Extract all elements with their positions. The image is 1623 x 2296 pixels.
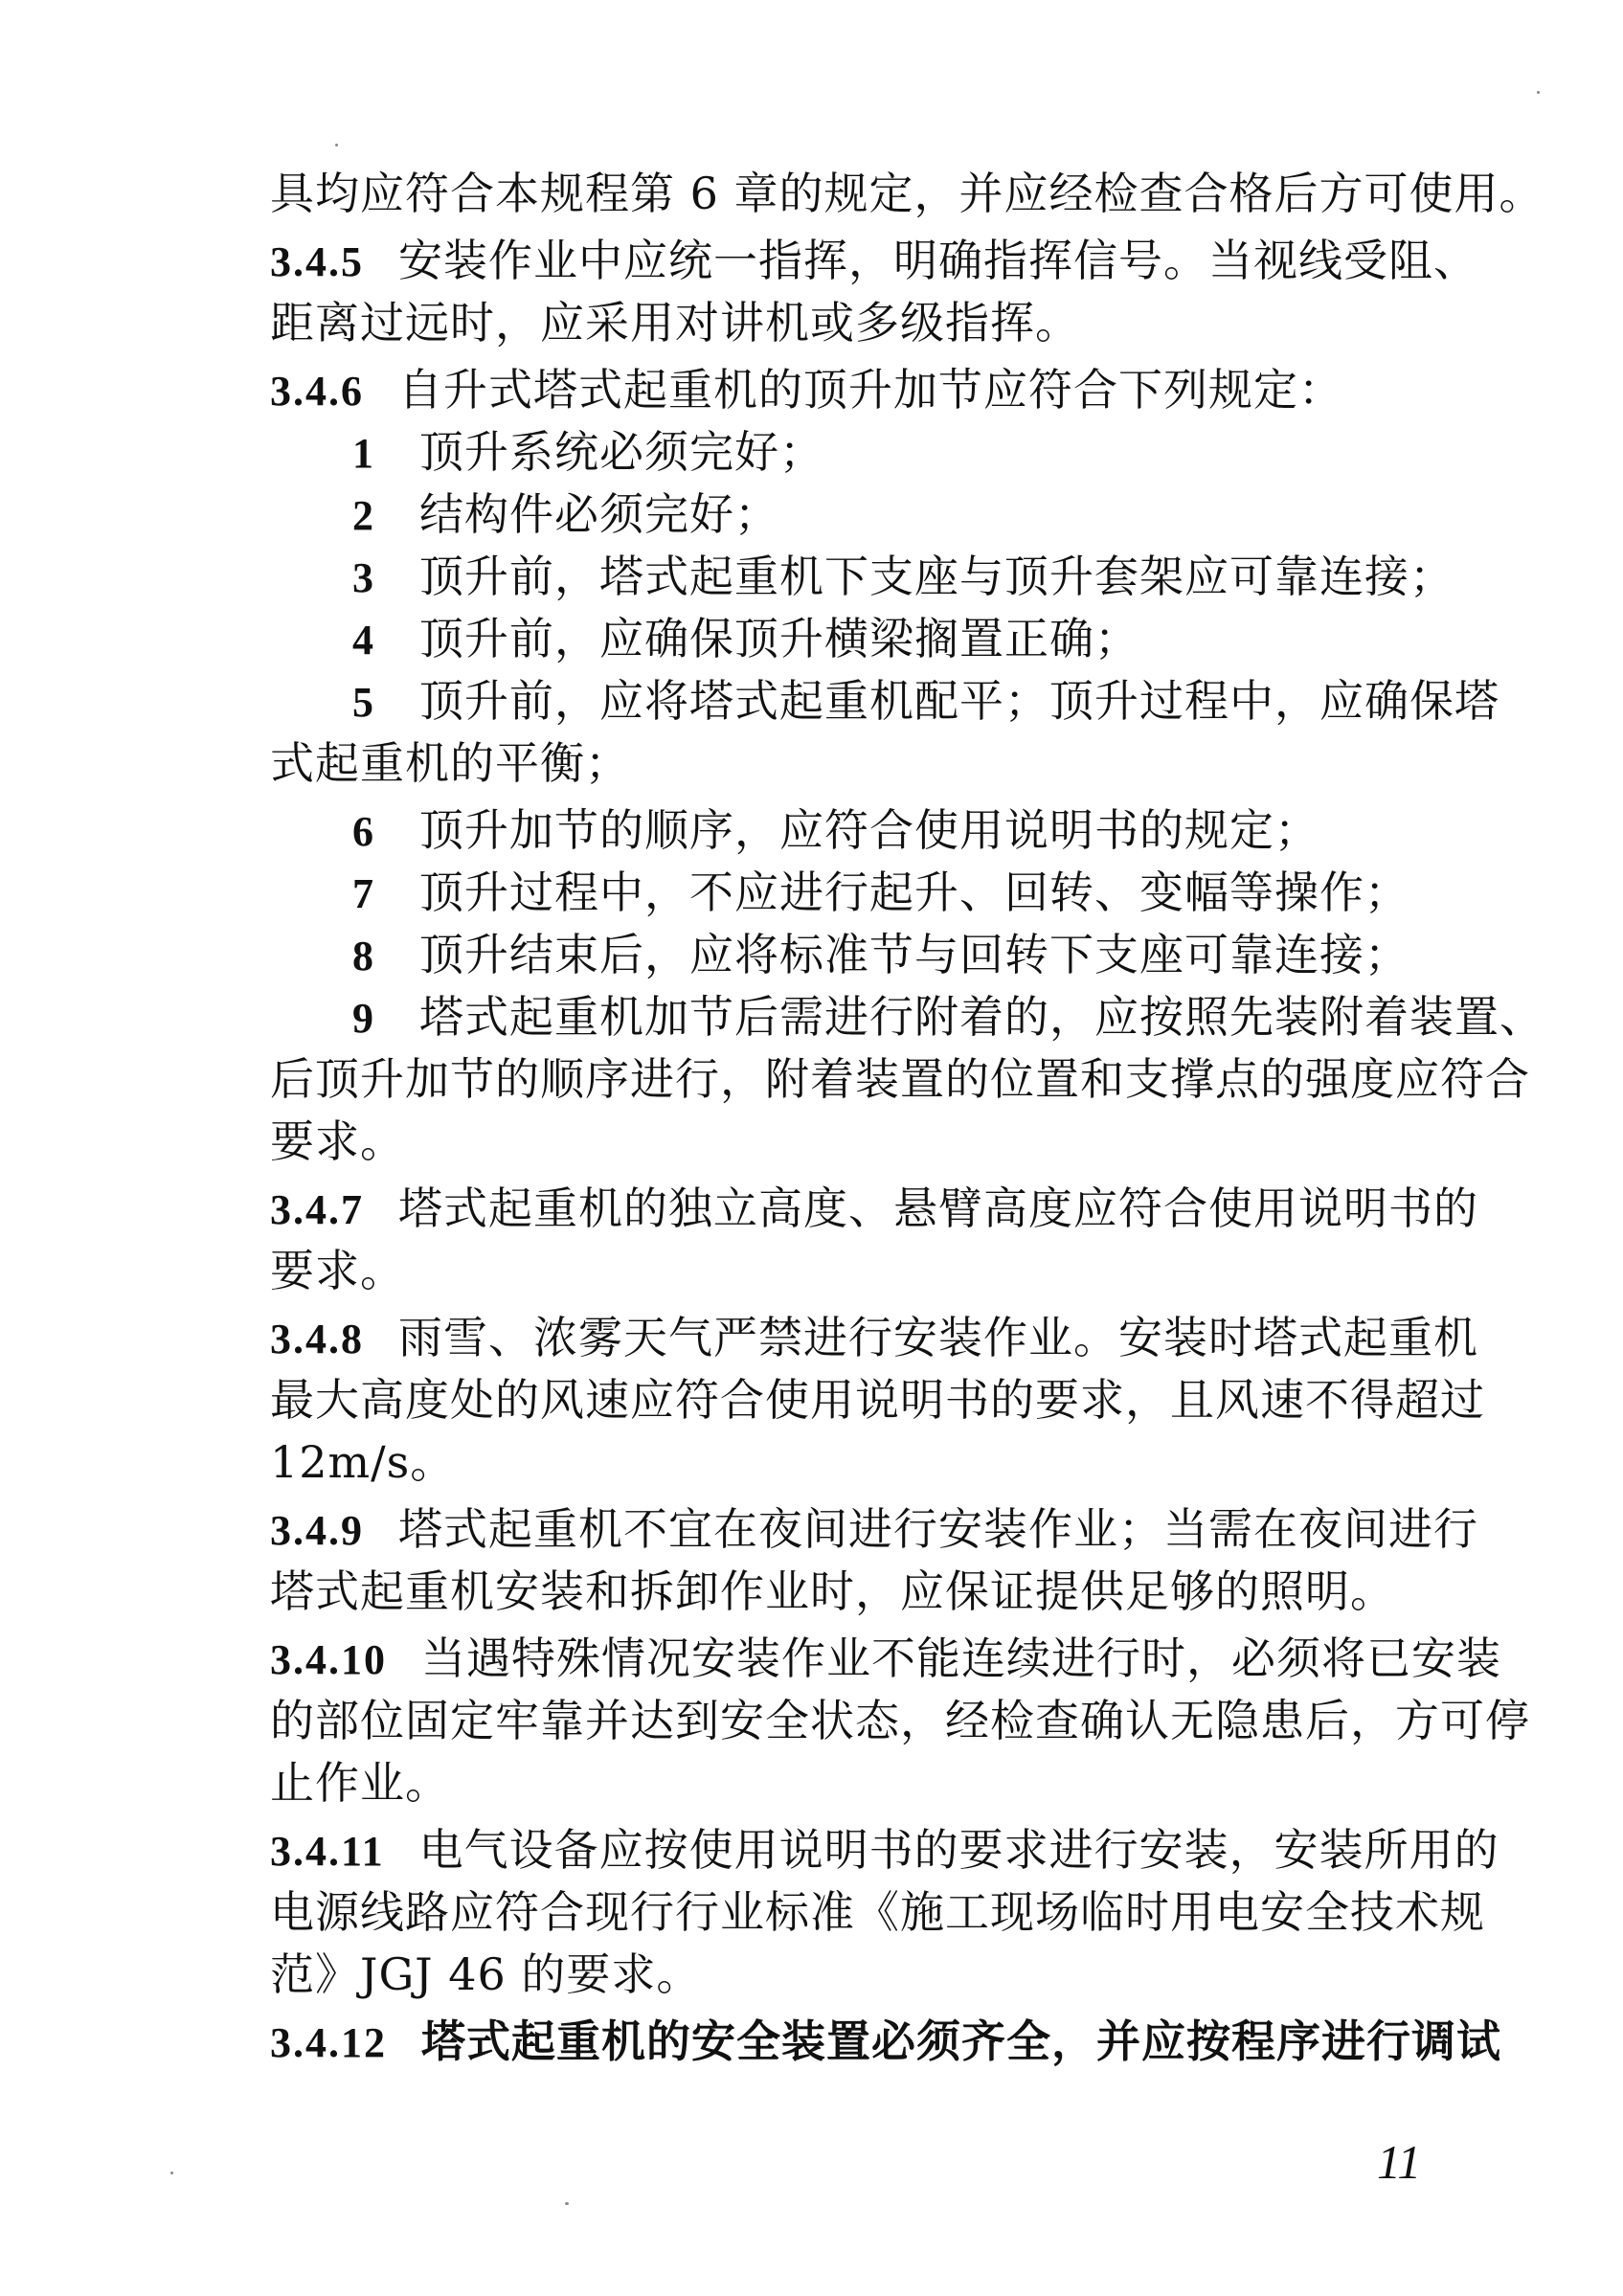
clause-3-4-11 <box>270 1819 1499 1882</box>
clause-text: 电气设备应按使用说明书的要求进行安装，安装所用的 <box>418 1824 1499 1876</box>
item-text: 顶升前，应将塔式起重机配平；顶升过程中，应确保塔 <box>419 675 1499 727</box>
list-item-9 <box>352 986 1544 1049</box>
line-text: 后顶升加节的顺序进行，附着装置的位置和支撑点的强度应符合 <box>270 1053 1530 1105</box>
clause-3-4-6 <box>270 359 1343 422</box>
line-text: 式起重机的平衡； <box>270 737 630 789</box>
item-number: 1 <box>352 430 374 477</box>
clause-text: 当遇特殊情况安装作业不能连续进行时，必须将已安装 <box>421 1632 1501 1684</box>
list-item-4 <box>352 608 1139 671</box>
scan-speck <box>170 2172 173 2174</box>
list-item-1 <box>352 421 824 484</box>
line-text: 要求。 <box>270 1115 405 1167</box>
line-text: 塔式起重机安装和拆卸作业时，应保证提供足够的照明。 <box>270 1565 1395 1617</box>
item-number: 8 <box>352 933 374 979</box>
list-item-2 <box>352 484 779 547</box>
clause-3-4-5 <box>270 230 1478 293</box>
list-item-6 <box>352 799 1319 863</box>
scan-speck <box>1537 91 1540 94</box>
text-line <box>270 1240 405 1301</box>
text-line <box>270 1561 1395 1622</box>
clause-text: 安装作业中应统一指挥，明确指挥信号。当视线受阻、 <box>398 235 1478 286</box>
text-line <box>270 1881 1485 1943</box>
clause-3-4-10 <box>270 1628 1501 1691</box>
list-item-5 <box>352 670 1499 733</box>
item-number: 6 <box>352 808 374 855</box>
item-text: 顶升加节的顺序，应符合使用说明书的规定； <box>419 804 1319 856</box>
item-text: 结构件必须完好； <box>419 488 779 540</box>
clause-number: 3.4.12 <box>270 2019 387 2066</box>
scan-speck <box>335 144 338 146</box>
text-line <box>270 1048 1530 1110</box>
line-text: 12m/s。 <box>270 1436 456 1488</box>
line-text: 距离过远时，应采用对讲机或多级指挥。 <box>270 297 1080 349</box>
clause-text: 自升式塔式起重机的顶升加节应符合下列规定： <box>398 364 1343 416</box>
line-text: 最大高度处的风速应符合使用说明书的要求，且风速不得超过 <box>270 1374 1485 1426</box>
text-line <box>270 292 1080 353</box>
line-text: 范》JGJ 46 的要求。 <box>270 1948 702 2000</box>
item-number: 5 <box>352 679 374 726</box>
clause-number: 3.4.8 <box>270 1316 364 1362</box>
clause-number: 3.4.6 <box>270 368 364 415</box>
text-line <box>270 732 630 794</box>
item-text: 顶升前，塔式起重机下支座与顶升套架应可靠连接； <box>419 551 1454 602</box>
item-text: 塔式起重机加节后需进行附着的，应按照先装附着装置、 <box>419 991 1544 1043</box>
line-text: 电源线路应符合现行行业标准《施工现场临时用电安全技术规 <box>270 1886 1485 1938</box>
page-number: 11 <box>1377 2135 1422 2189</box>
clause-3-4-9 <box>270 1498 1478 1562</box>
clause-number: 3.4.5 <box>270 238 364 285</box>
clause-text: 塔式起重机的独立高度、悬臂高度应符合使用说明书的 <box>398 1182 1478 1234</box>
text-line <box>270 1431 455 1493</box>
clause-text: 塔式起重机的安全装置必须齐全，并应按程序进行调试 <box>421 2015 1501 2067</box>
clause-number: 3.4.7 <box>270 1186 364 1233</box>
clause-3-4-7 <box>270 1178 1478 1241</box>
line-text: 的部位固定牢靠并达到安全状态，经检查确认无隐患后，方可停 <box>270 1695 1530 1746</box>
clause-number: 3.4.9 <box>270 1507 364 1554</box>
clause-number: 3.4.11 <box>270 1828 385 1875</box>
item-number: 4 <box>352 617 374 664</box>
item-number: 9 <box>352 995 374 1042</box>
item-number: 7 <box>352 870 374 917</box>
text-line <box>270 1944 701 2005</box>
line-text: 止作业。 <box>270 1757 450 1809</box>
text-line <box>270 163 1544 224</box>
text-line <box>270 1690 1530 1751</box>
line-text: 具均应符合本规程第 6 章的规定，并应经检查合格后方可使用。 <box>270 168 1544 219</box>
text-line <box>270 1111 405 1172</box>
list-item-7 <box>352 862 1409 925</box>
item-text: 顶升结束后，应将标准节与回转下支座可靠连接； <box>419 929 1409 980</box>
item-text: 顶升系统必须完好； <box>419 426 824 478</box>
item-number: 2 <box>352 492 374 539</box>
text-line <box>270 1752 450 1813</box>
list-item-3 <box>352 546 1454 609</box>
text-line <box>270 1369 1485 1430</box>
clause-text: 雨雪、浓雾天气严禁进行安装作业。安装时塔式起重机 <box>398 1312 1478 1363</box>
list-item-8 <box>352 924 1409 987</box>
scan-speck <box>565 2202 569 2205</box>
clause-number: 3.4.10 <box>270 1636 387 1683</box>
clause-3-4-12 <box>270 2011 1501 2074</box>
item-text: 顶升前，应确保顶升横梁搁置正确； <box>419 613 1139 664</box>
line-text: 要求。 <box>270 1245 405 1296</box>
item-text: 顶升过程中，不应进行起升、回转、变幅等操作； <box>419 867 1409 918</box>
clause-3-4-8 <box>270 1307 1478 1370</box>
clause-text: 塔式起重机不宜在夜间进行安装作业；当需在夜间进行 <box>398 1503 1478 1555</box>
item-number: 3 <box>352 554 374 601</box>
